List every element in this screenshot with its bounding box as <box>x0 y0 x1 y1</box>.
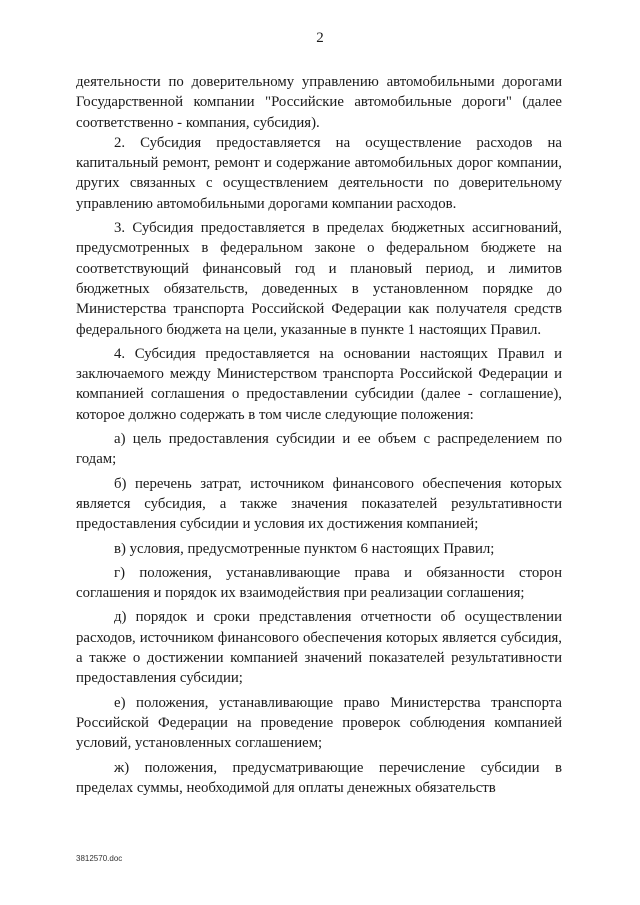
paragraph-item-3: 3. Субсидия предоставляется в пределах бюджетных ассигнований, предусмотренных в федеральном законе о федеральном бюджете на соответствующий финансовый год и плановый период, и лимитов бюджетных обязательств, доведенных в установленном порядке до Министерства транспорта Российской Федерации как получателя средств федерального бюджета на цели, указанные в пункте 1 настоящих Правил. <box>76 220 562 338</box>
paragraph-item-2: 2. Субсидия предоставляется на осуществление расходов на капитальный ремонт, ремонт и содержание автомобильных дорог компании, других связанных с осуществлением деятельности по доверительному управлению автомобильными дорогами компании расходов. <box>76 134 562 212</box>
subitem-e: е) положения, устанавливающие право Министерства транспорта Российской Федерации на проведение проверок соблюдения компанией условий, установленных соглашением; <box>76 694 562 752</box>
footer-filename: 3812570.doc <box>76 854 123 863</box>
paragraph-item-4: 4. Субсидия предоставляется на основании настоящих Правил и заключаемого между Министерством транспорта Российской Федерации и компанией соглашения о предоставлении субсидии (далее - соглашение), которое должно содержать в том числе следующие положения: <box>76 345 562 423</box>
subitem-g: г) положения, устанавливающие права и обязанности сторон соглашения и порядок их взаимодействия при реализации соглашения; <box>76 564 562 602</box>
subitem-d: д) порядок и сроки представления отчетности об осуществлении расходов, источником финансового обеспечения которых является субсидия, а также о достижении компанией значений показателей результативности предоставления субсидии; <box>76 609 562 687</box>
document-body <box>76 72 562 798</box>
paragraph-continuation: деятельности по доверительному управлению автомобильными дорогами Государственной компании "Российские автомобильные дороги" (далее соответственно - компания, субсидия). <box>76 74 562 131</box>
subitem-v: в) условия, предусмотренные пунктом 6 настоящих Правил; <box>114 540 495 557</box>
subitem-b: б) перечень затрат, источником финансового обеспечения которых является субсидия, а также значения показателей результативности предоставления субсидии и условия их достижения компанией; <box>76 475 562 533</box>
subitem-a: а) цель предоставления субсидии и ее объем с распределением по годам; <box>76 431 562 468</box>
subitem-zh: ж) положения, предусматривающие перечисление субсидии в пределах суммы, необходимой для оплаты денежных обязательств <box>76 759 562 796</box>
page-number: 2 <box>316 30 324 46</box>
